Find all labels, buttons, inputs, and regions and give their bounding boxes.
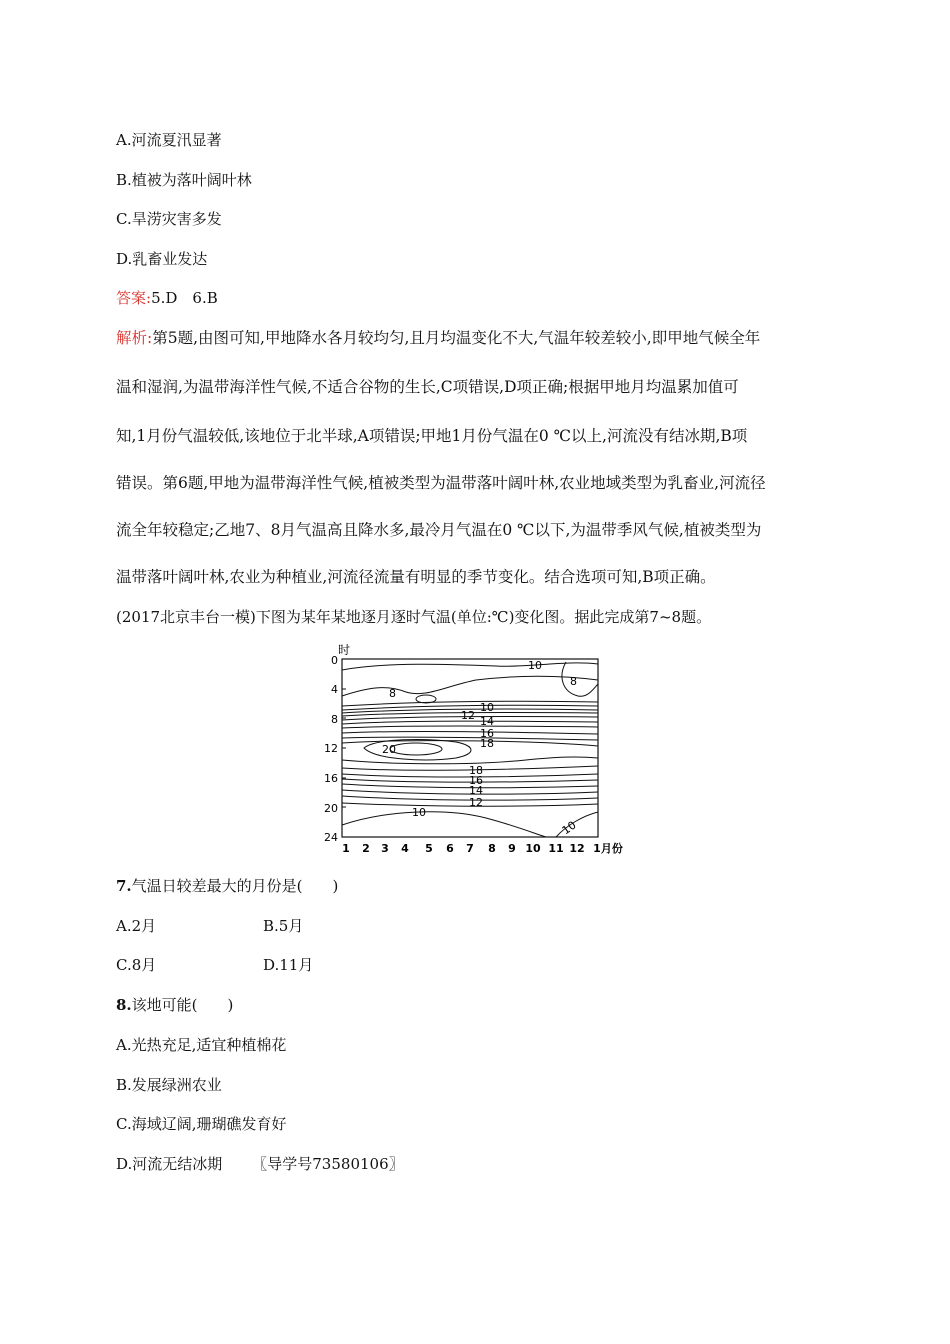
q7-option-d: D.11月 — [263, 956, 314, 974]
guide-number: 〖导学号73580106〗 — [252, 1155, 404, 1173]
answer-text: 5.D 6.B — [151, 289, 218, 307]
q5-option-b: B.植被为落叶阔叶林 — [116, 171, 252, 189]
contour-line — [342, 731, 598, 734]
x-tick: 12 — [569, 842, 585, 855]
y-tick: 24 — [324, 831, 338, 844]
analysis-text-1: 第5题,由图可知,甲地降水各月较均匀,且月均温变化不大,气温年较差较小,即甲地气候全年 — [152, 329, 761, 347]
q8-number: 8. — [116, 996, 132, 1014]
q8-option-d: D.河流无结冰期 — [116, 1155, 223, 1173]
q8-option-a: A.光热充足,适宜种植棉花 — [116, 1036, 287, 1054]
x-tick: 10 — [525, 842, 541, 855]
contour-label: 10 — [480, 701, 494, 714]
contour-label: 14 — [480, 715, 494, 728]
analysis-line-2: 温和湿润,为温带海洋性气候,不适合谷物的生长,C项错误,D项正确;根据甲地月均温累加值可 — [116, 378, 739, 396]
q8-option-c: C.海域辽阔,珊瑚礁发育好 — [116, 1115, 287, 1133]
contour-line — [390, 743, 442, 755]
contour-label: 20 — [382, 743, 396, 756]
contour-label: 10 — [528, 659, 542, 672]
x-tick: 8 — [488, 842, 496, 855]
answer-line — [116, 288, 218, 308]
contour-lines — [342, 662, 598, 837]
y-axis-label: 时 — [338, 643, 351, 657]
y-tick: 20 — [324, 802, 338, 815]
x-tick: 1月份 — [593, 842, 623, 855]
q8-option-b: B.发展绿洲农业 — [116, 1076, 222, 1094]
analysis-line-5: 流全年较稳定;乙地7、8月气温高且降水多,最冷月气温在0 ℃以下,为温带季风气候,植被类型为 — [116, 521, 762, 539]
analysis-line-6: 温带落叶阔叶林,农业为种植业,河流径流量有明显的季节变化。结合选项可知,B项正确。 — [116, 568, 716, 586]
y-tick: 0 — [331, 654, 338, 667]
x-tick: 3 — [381, 842, 389, 855]
q5-option-a: A.河流夏汛显著 — [116, 131, 222, 149]
q7-option-b: B.5月 — [263, 917, 304, 935]
y-tick: 4 — [331, 683, 338, 696]
q7-stem: 气温日较差最大的月份是( ) — [131, 877, 339, 895]
analysis-label: 解析: — [116, 329, 153, 347]
contour-line — [342, 741, 598, 746]
contour-line — [342, 726, 598, 728]
y-tick: 8 — [331, 713, 338, 726]
q7-option-a: A.2月 — [116, 917, 157, 935]
q7-stem-line — [116, 876, 338, 896]
contour-label: 8 — [570, 675, 577, 688]
analysis-line-1 — [116, 328, 760, 348]
q8-stem-line — [116, 995, 233, 1015]
x-tick: 9 — [508, 842, 516, 855]
contour-line — [342, 663, 598, 670]
contour-label: 18 — [469, 764, 483, 777]
y-ticks — [324, 654, 338, 844]
x-tick: 4 — [401, 842, 409, 855]
y-tick-marks — [342, 659, 346, 837]
y-tick: 12 — [324, 742, 338, 755]
contour-label: 12 — [461, 709, 475, 722]
contour-label: 10 — [559, 818, 579, 838]
contour-line — [342, 812, 546, 837]
contour-label: 16 — [480, 727, 494, 740]
contour-label: 12 — [469, 796, 483, 809]
q8-option-d-line — [116, 1154, 404, 1174]
contour-labels — [382, 659, 579, 837]
contour-label: 16 — [469, 774, 483, 787]
x-ticks — [342, 841, 623, 855]
temperature-contour-figure — [326, 640, 636, 860]
q5-option-d: D.乳畜业发达 — [116, 250, 208, 268]
question-intro: (2017北京丰台一模)下图为某年某地逐月逐时气温(单位:℃)变化图。据此完成第7~8题。 — [116, 608, 712, 626]
x-tick: 7 — [466, 842, 474, 855]
q5-option-c: C.旱涝灾害多发 — [116, 210, 222, 228]
contour-line — [342, 737, 598, 740]
x-tick: 1 — [342, 842, 350, 855]
analysis-line-3: 知,1月份气温较低,该地位于北半球,A项错误;甲地1月份气温在0 ℃以上,河流没有结冰期,B项 — [116, 427, 748, 445]
analysis-line-4: 错误。第6题,甲地为温带海洋性气候,植被类型为温带落叶阔叶林,农业地域类型为乳畜业,河流径 — [116, 474, 766, 492]
contour-label: 8 — [389, 687, 396, 700]
answer-label: 答案: — [116, 289, 152, 307]
y-tick: 16 — [324, 772, 338, 785]
contour-label: 14 — [469, 784, 483, 797]
q7-number: 7. — [116, 877, 132, 895]
contour-label: 10 — [412, 806, 426, 819]
x-tick: 6 — [446, 842, 454, 855]
x-tick: 5 — [425, 842, 433, 855]
q7-option-c: C.8月 — [116, 956, 157, 974]
contour-line — [342, 676, 598, 696]
q8-stem: 该地可能( ) — [131, 996, 234, 1014]
contour-line — [342, 757, 598, 764]
contour-label: 18 — [480, 737, 494, 750]
x-tick: 2 — [362, 842, 370, 855]
x-tick: 11 — [548, 842, 564, 855]
